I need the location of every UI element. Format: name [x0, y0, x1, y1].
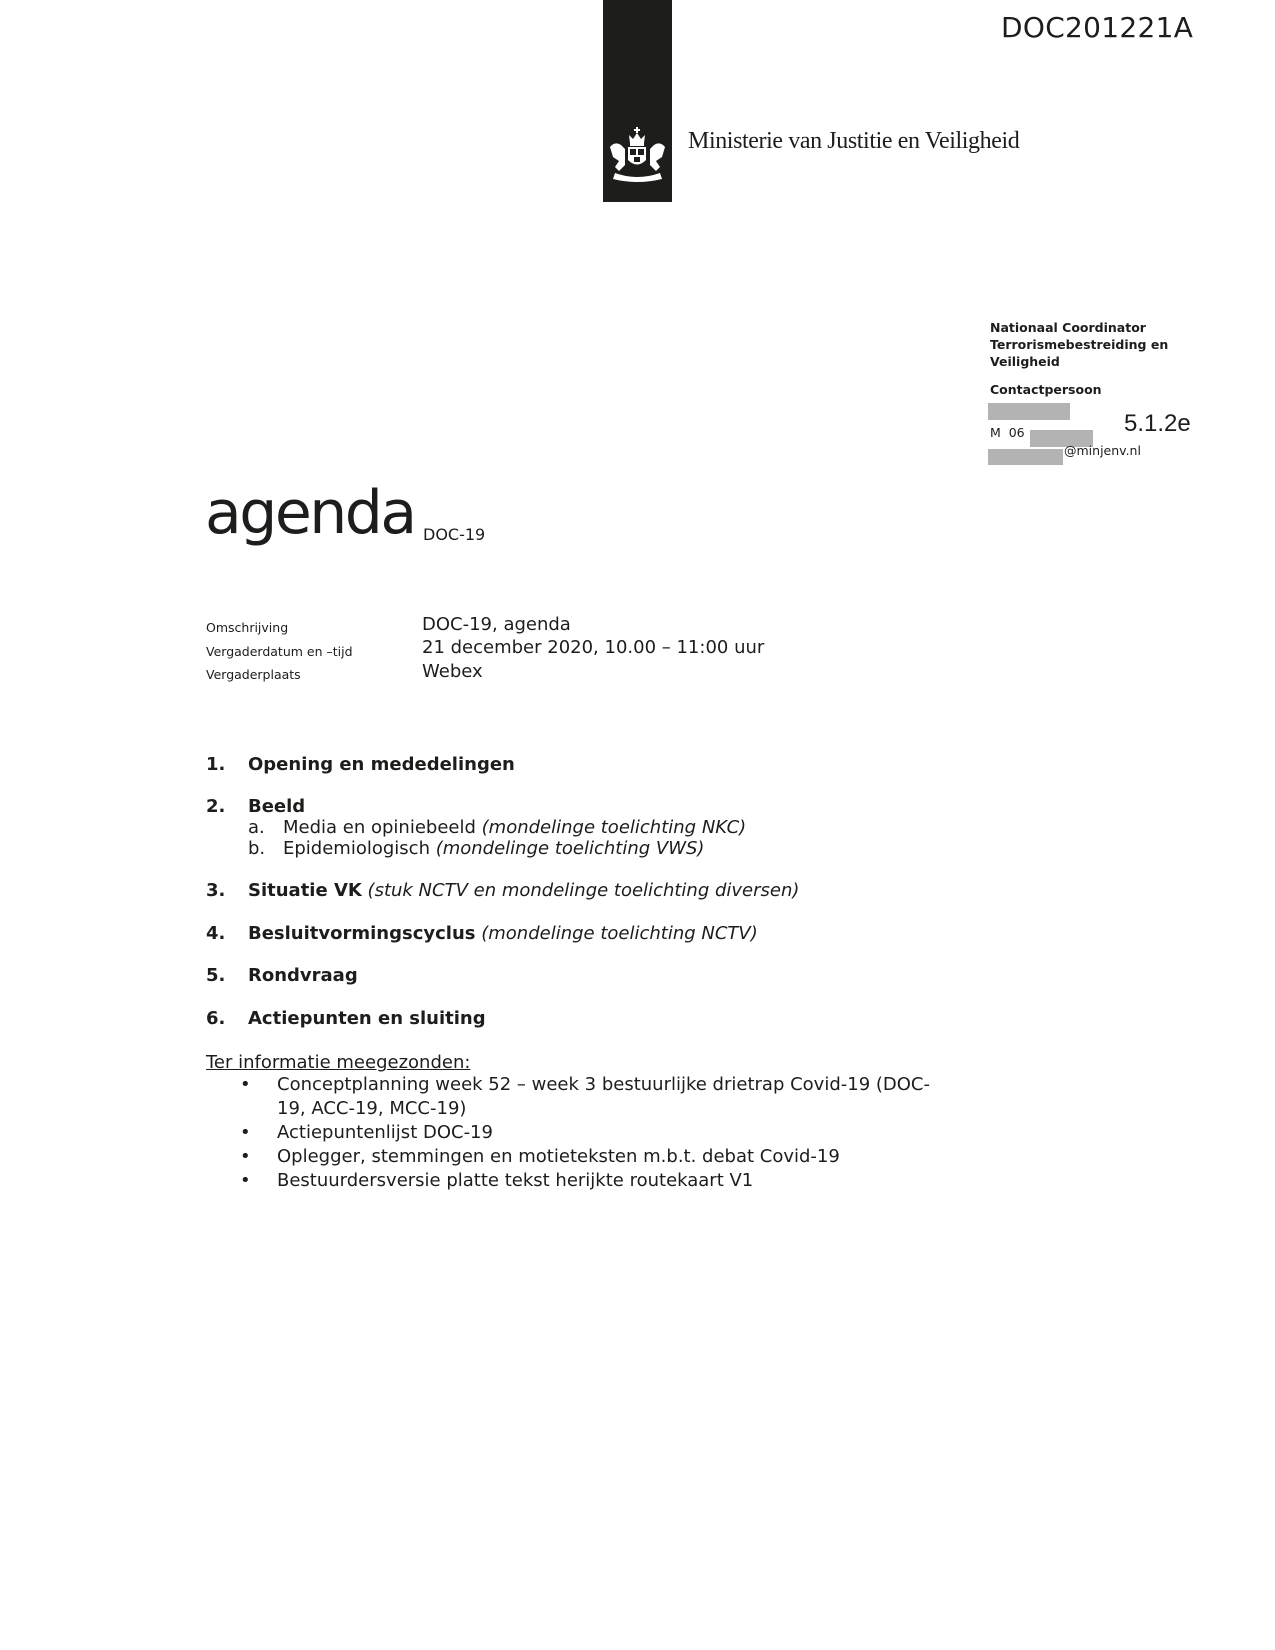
page-title: agenda	[205, 478, 415, 548]
bullet-icon: •	[240, 1122, 251, 1143]
agenda-item-title: Besluitvormingscyclus	[248, 923, 476, 944]
redaction-email-user	[988, 449, 1063, 465]
attachment-item: Oplegger, stemmingen en motieteksten m.b.t. debat Covid-19	[277, 1146, 840, 1167]
attachment-item: Actiepuntenlijst DOC-19	[277, 1122, 493, 1143]
subitem-letter: a.	[248, 817, 265, 838]
agenda-item-title: Situatie VK	[248, 880, 362, 901]
attachments-heading: Ter informatie meegezonden:	[206, 1052, 471, 1073]
crest-icon	[607, 127, 668, 187]
agenda-item	[248, 754, 515, 775]
page-subtitle: DOC-19	[423, 525, 486, 544]
attachment-item: Bestuurdersversie platte tekst herijkte routekaart V1	[277, 1170, 754, 1191]
redaction-name	[988, 403, 1070, 420]
meta-label-datetime: Vergaderdatum en –tijd	[206, 644, 353, 659]
agenda-item-title: Actiepunten en sluiting	[248, 1008, 486, 1029]
subitem-letter: b.	[248, 838, 266, 859]
meta-value-datetime: 21 december 2020, 10.00 – 11:00 uur	[422, 637, 765, 658]
agenda-item-title: Rondvraag	[248, 965, 358, 986]
organization-name: Nationaal Coordinator Terrorismebestreiding en Veiligheid	[990, 320, 1169, 369]
document-code: DOC201221A	[1001, 11, 1194, 44]
subitem-text: Epidemiologisch	[283, 838, 436, 859]
agenda-item-number: 4.	[206, 923, 226, 944]
subitem	[283, 838, 704, 859]
subitem-note: (mondelinge toelichting NKC)	[481, 817, 747, 838]
ministry-name: Ministerie van Justitie en Veiligheid	[688, 128, 1020, 154]
bullet-icon: •	[240, 1170, 251, 1191]
agenda-item-number: 2.	[206, 796, 226, 817]
agenda-item	[248, 965, 358, 986]
subitem-text: Media en opiniebeeld	[283, 817, 482, 838]
attachment-item: Conceptplanning week 52 – week 3 bestuurlijke drietrap Covid-19 (DOC-19, ACC-19, MCC-19)	[277, 1074, 930, 1119]
bullet-icon: •	[240, 1146, 251, 1167]
agenda-item-number: 3.	[206, 880, 226, 901]
agenda-item-number: 1.	[206, 754, 226, 775]
agenda-item-title: Opening en mededelingen	[248, 754, 515, 775]
mobile-prefix-text: M 06	[990, 425, 1025, 440]
agenda-item-note: (stuk NCTV en mondelinge toelichting diversen)	[361, 880, 800, 901]
meta-label-location: Vergaderplaats	[206, 667, 301, 682]
agenda-item	[248, 1008, 486, 1029]
agenda-item-number: 5.	[206, 965, 226, 986]
mobile-prefix	[990, 425, 1025, 440]
meta-label-description: Omschrijving	[206, 620, 289, 635]
agenda-item	[248, 796, 305, 817]
agenda-item-number: 6.	[206, 1008, 226, 1029]
bullet-icon: •	[240, 1074, 251, 1095]
contact-heading: Contactpersoon	[990, 382, 1102, 397]
agenda-item	[248, 880, 799, 901]
agenda-item-title: Beeld	[248, 796, 306, 817]
meta-value-location: Webex	[422, 661, 483, 682]
subitem	[283, 817, 746, 838]
subitem-note: (mondelinge toelichting VWS)	[435, 838, 705, 859]
agenda-item	[248, 923, 758, 944]
agenda-item-note: (mondelinge toelichting NCTV)	[475, 923, 758, 944]
redaction-code: 5.1.2e	[1124, 410, 1191, 437]
email-domain: @minjenv.nl	[1064, 443, 1141, 458]
ministry-logo-bar	[603, 0, 672, 202]
meta-value-description: DOC-19, agenda	[422, 614, 571, 635]
